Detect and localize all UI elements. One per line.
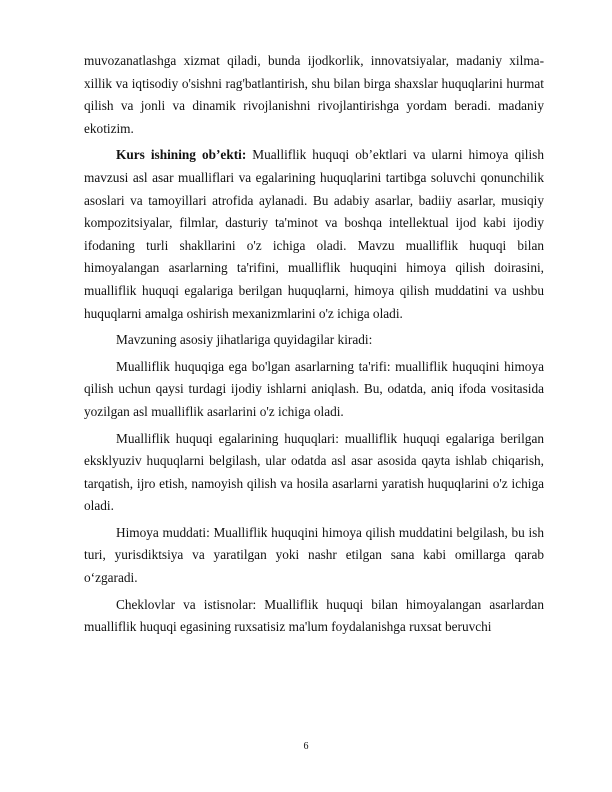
document-page [84,50,544,643]
paragraph-limitations [84,594,544,639]
page-number: 6 [303,741,309,752]
paragraph-text: Mualliflik huquqi ob’ektlari va ularni himoya qilish mavzusi asl asar mualliflari va egalarining huquqlarini tartibga soluvchi qonunchilik asoslari va tamoyillari atrofida aylanadi. Bu adabiy asarlar, badiiy asarlar, musiqiy kompozitsiyalar, filmlar, dasturiy ta'minot va boshqa intellektual ijod kabi ijodiy ifodaning turli shakllarini o'z ichiga oladi. Mavzu mualliflik huquqi bilan himoyalangan asarlarning ta'rifini, mualliflik huquqini himoya qilish doirasini, mualliflik huquqi egalariga berilgan huquqlarni, himoya qilish muddatini va ushbu huquqlarni amalga oshirish mexanizmlarini o'z ichiga oladi. [84,147,544,321]
paragraph-text: Himoya muddati: Mualliflik huquqini himoya qilish muddatini belgilash, bu ish turi, yurisdiktsiya va yaratilgan yoki nashr etilgan sana kabi omillarga qarab o‘zgaradi. [84,524,544,586]
paragraph-definition [84,356,544,424]
paragraph-main-aspects [84,329,544,352]
paragraph-protection-term [84,522,544,590]
paragraph-text: Cheklovlar va istisnolar: Mualliflik huquqi bilan himoyalangan asarlardan mualliflik huquqi egasining ruxsatisiz ma'lum foydalanishga ruxsat beruvchi [84,596,544,635]
paragraph-text: Mualliflik huquqiga ega bo'lgan asarlarning ta'rifi: mualliflik huquqini himoya qilish uchun qaysi turdagi ijodiy ishlarni aniqlash. Bu, odatda, aniq ifoda vositasida yozilgan asl mualliflik asarlarini o'z ichiga oladi. [84,358,544,419]
course-object-heading: Kurs ishining ob’ekti: [116,147,247,163]
paragraph-text: Mualliflik huquqi egalarining huquqlari: mualliflik huquqi egalariga berilgan eksklyuziv huquqlarni belgilash, ular odatda asl asar asosida qayta ishlab chiqarish, tarqatish, ijro etish, namoyish qilish va hosila asarlarni yaratish huquqlarini o'z ichiga oladi. [84,430,544,514]
paragraph-text: Mavzuning asosiy jihatlariga quyidagilar kiradi: [116,332,373,348]
paragraph-text: muvozanatlashga xizmat qiladi, bunda ijodkorlik, innovatsiyalar, madaniy xilma-xillik va iqtisodiy o'sishni rag'batlantirish, shu bilan birga shaxslar huquqlarini hurmat qilish va jonli va dinamik rivojlanishni rivojlantirishga yordam beradi. madaniy ekotizim. [84,53,544,136]
paragraph-owner-rights [84,428,544,518]
paragraph-intro-continuation [84,50,544,140]
paragraph-course-object [84,144,544,325]
